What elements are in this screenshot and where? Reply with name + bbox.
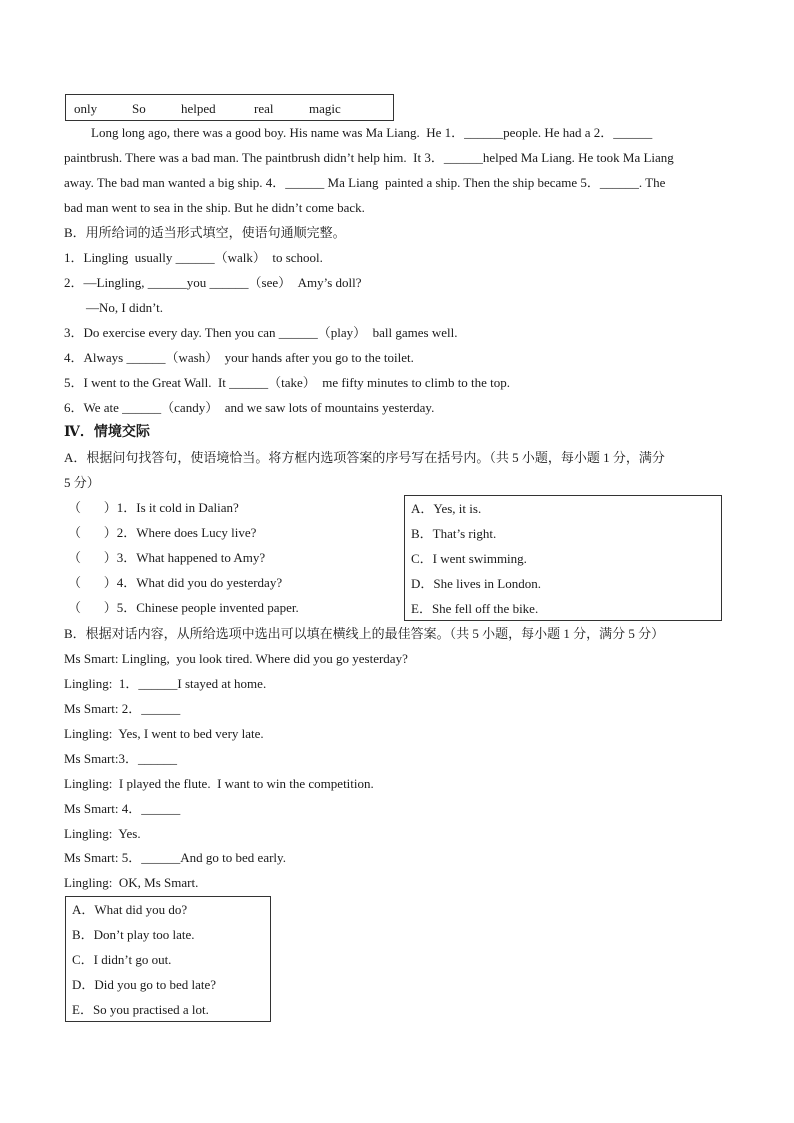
word-bank-item: only [74, 101, 98, 116]
section-b-title: B．用所给词的适当形式填空，使语句通顺完整。 [64, 225, 346, 240]
match-answer: B．That’s right. [411, 526, 497, 541]
dialogue-option: E．So you practised a lot. [72, 1002, 209, 1017]
section-iv-heading: Ⅳ．情境交际 [64, 425, 150, 440]
dialogue-line: Ms Smart:3．______ [64, 751, 178, 766]
match-answer: E．She fell off the bike. [411, 601, 539, 616]
match-question: （ ）5．Chinese people invented paper. [68, 600, 299, 615]
section-b-item: 3．Do exercise every day. Then you can ______（play） ball games well. [64, 325, 458, 340]
passage-line: paintbrush. There was a bad man. The paintbrush didn’t help him. It 3．______helped Ma Liang. He took Ma Liang [64, 150, 674, 165]
dialogue-line: Ms Smart: Lingling, you look tired. Where did you go yesterday? [64, 651, 408, 666]
section-a-instructions: A．根据问句找答句，使语境恰当。将方框内选项答案的序号写在括号内。（共 5 小题，每小题 1 分，满分 [64, 450, 665, 465]
section-b-item: 2．—Lingling, ______you ______（see） Amy’s doll? [64, 275, 362, 290]
match-question: （ ）3．What happened to Amy? [68, 550, 266, 565]
word-bank-item: helped [181, 101, 216, 116]
dialogue-line: Lingling: I played the flute. I want to win the competition. [64, 776, 374, 791]
dialogue-line: Ms Smart: 5．______And go to bed early. [64, 850, 286, 865]
dialogue-option: D．Did you go to bed late? [72, 977, 217, 992]
match-answer: C．I went swimming. [411, 551, 527, 566]
dialogue-line: Ms Smart: 2．______ [64, 701, 181, 716]
word-bank-box [65, 94, 394, 121]
word-bank-item: magic [309, 101, 341, 116]
dialogue-line: Ms Smart: 4．______ [64, 801, 181, 816]
match-question: （ ）2．Where does Lucy live? [68, 525, 257, 540]
match-answer: D．She lives in London. [411, 576, 541, 591]
match-answer: A．Yes, it is. [411, 501, 482, 516]
section-b-item: —No, I didn’t. [86, 300, 164, 315]
section-b-item: 4．Always ______（wash） your hands after you go to the toilet. [64, 350, 414, 365]
section-b-item: 1．Lingling usually ______（walk） to school. [64, 250, 323, 265]
dialogue-line: Lingling: Yes. [64, 826, 141, 841]
dialogue-line: Lingling: 1．______I stayed at home. [64, 676, 267, 691]
dialogue-option: B．Don’t play too late. [72, 927, 195, 942]
match-answers-box [404, 495, 722, 621]
section-a-instructions: 5 分） [64, 475, 100, 490]
dialogue-line: Lingling: Yes, I went to bed very late. [64, 726, 264, 741]
dialogue-option: A．What did you do? [72, 902, 188, 917]
passage-line: away. The bad man wanted a big ship. 4．______ Ma Liang painted a ship. Then the ship became 5．______. The [64, 175, 666, 190]
passage-line: Long long ago, there was a good boy. His name was Ma Liang. He 1．______people. He had a 2．______ [91, 125, 653, 140]
word-bank-item: real [254, 101, 274, 116]
dialogue-option: C．I didn’t go out. [72, 952, 172, 967]
section-b-item: 5．I went to the Great Wall. It ______（take） me fifty minutes to climb to the top. [64, 375, 511, 390]
passage-line: bad man went to sea in the ship. But he didn’t come back. [64, 200, 365, 215]
dialogue-options-box [65, 896, 271, 1022]
section-b2-title: B．根据对话内容，从所给选项中选出可以填在横线上的最佳答案。（共 5 小题，每小题 1 分，满分 5 分） [64, 626, 665, 641]
word-bank-item: So [132, 101, 146, 116]
section-b-item: 6．We ate ______（candy） and we saw lots of mountains yesterday. [64, 400, 435, 415]
dialogue-line: Lingling: OK, Ms Smart. [64, 875, 199, 890]
match-question: （ ）1．Is it cold in Dalian? [68, 500, 239, 515]
match-question: （ ）4．What did you do yesterday? [68, 575, 283, 590]
